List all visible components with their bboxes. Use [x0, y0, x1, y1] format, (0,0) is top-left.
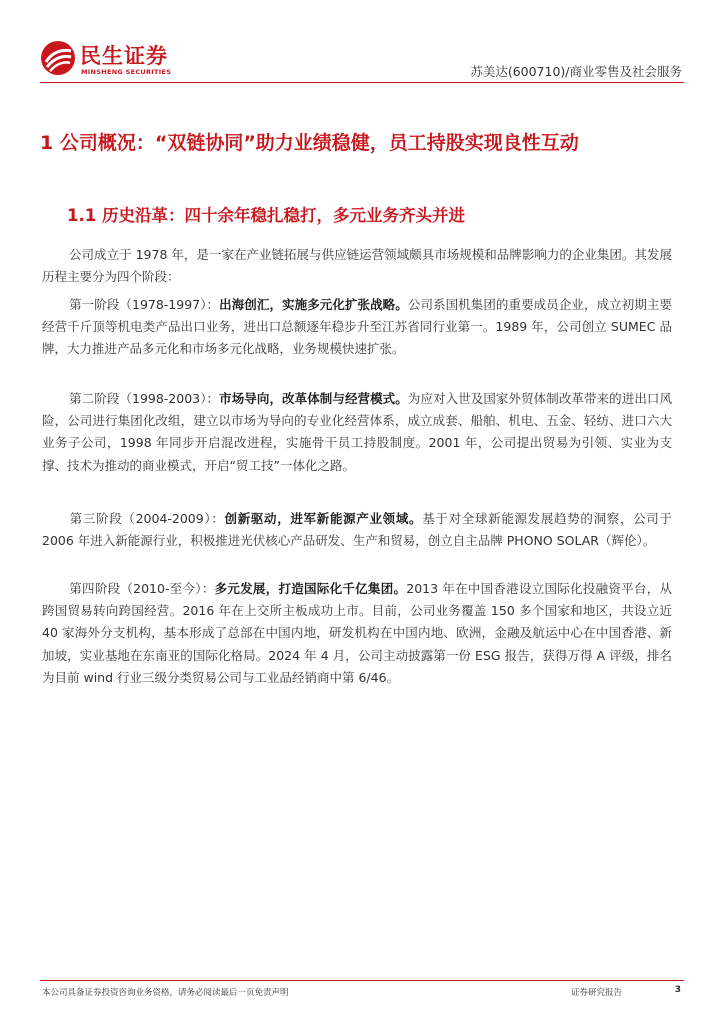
logo-text-en: MINSHENG SECURITIES [81, 68, 172, 76]
header-divider [40, 82, 684, 83]
stage3-highlight: 创新驱动，进军新能源产业领域。 [224, 511, 423, 526]
logo-text-cn: 民生证券 [80, 44, 168, 68]
stage2-text: 为应对入世及国家外贸体制改革带来的进出口风险，公司进行集团化改组，建立以市场为导向的专业化经营体系，成立成套、船舶、机电、五金、轻纺、进口六大业务子公司，1998 年同步开启混改进程，实施骨干员工持股制度。2001 年，公司提出贸易为引领、实业为支撑、技术为推动的商业模式，开启“贸工技”一体化之路。 [42, 391, 672, 473]
subsection-heading: 1.1 历史沿革：四十余年稳扎稳打，多元业务齐头并进 [67, 206, 465, 225]
stage1-text: 公司系国机集团的重要成员企业，成立初期主要经营千斤顶等机电类产品出口业务，进出口总额逐年稳步升至江苏省同行业第一。1989 年，公司创立 SUMEC 品牌，大力推进产品多元化和市场多元化战略，业务规模快速扩张。 [42, 297, 672, 357]
intro-paragraph [42, 244, 672, 288]
stage3-paragraph [42, 508, 672, 552]
footer-report-type: 证券研究报告 [570, 988, 622, 998]
stage4-label: 第四阶段（2010-至今）： [69, 581, 215, 596]
footer-disclaimer: 本公司具备证券投资咨询业务资格，请务必阅读最后一页免责声明 [42, 988, 289, 998]
stage2-highlight: 市场导向，改革体制与经营模式。 [219, 391, 408, 406]
stage4-text: 2013 年在中国香港设立国际化投融资平台，从跨国贸易转向跨国经营。2016 年在上交所主板成功上市。目前，公司业务覆盖 150 多个国家和地区，共设立近 40 家海外分支机构，基本形成了总部在中国内地，研发机构在中国内地、欧洲，金融及航运中心在中国香港、新加坡，实业基地在东南亚的国际化格局。2024 年 4 月，公司主动披露第一份 ESG 报告，获得万得 A 评级，排名为目前 wind 行业三级分类贸易公司与工业品经销商中第 6/46。 [42, 581, 672, 685]
footer-divider [40, 980, 684, 981]
stage3-text: 基于对全球新能源发展趋势的洞察，公司于 2006 年进入新能源行业，积极推进光伏核心产品研发、生产和贸易，创立自主品牌 PHONO SOLAR（辉伦）。 [42, 511, 672, 549]
stage2-label: 第二阶段（1998-2003）： [69, 391, 220, 406]
section-heading: 1 公司概况：“双链协同”助力业绩稳健，员工持股实现良性互动 [40, 132, 579, 154]
report-subject: 苏美达(600710)/商业零售及社会服务 [470, 64, 682, 79]
page-number: 3 [674, 985, 681, 995]
stage2-paragraph [42, 388, 672, 477]
stage1-highlight: 出海创汇，实施多元化扩张战略。 [219, 297, 408, 312]
stage3-label: 第三阶段（2004-2009）： [69, 511, 225, 526]
minsheng-logo-icon [40, 40, 76, 76]
stage1-paragraph [42, 294, 672, 361]
intro-text: 公司成立于 1978 年，是一家在产业链拓展与供应链运营领域颇具市场规模和品牌影响力的企业集团。其发展历程主要分为四个阶段： [42, 247, 672, 285]
stage4-paragraph [42, 578, 672, 689]
stage4-highlight: 多元发展，打造国际化千亿集团。 [214, 581, 407, 596]
stage1-label: 第一阶段（1978-1997）： [69, 297, 220, 312]
brand-logo [40, 38, 180, 78]
